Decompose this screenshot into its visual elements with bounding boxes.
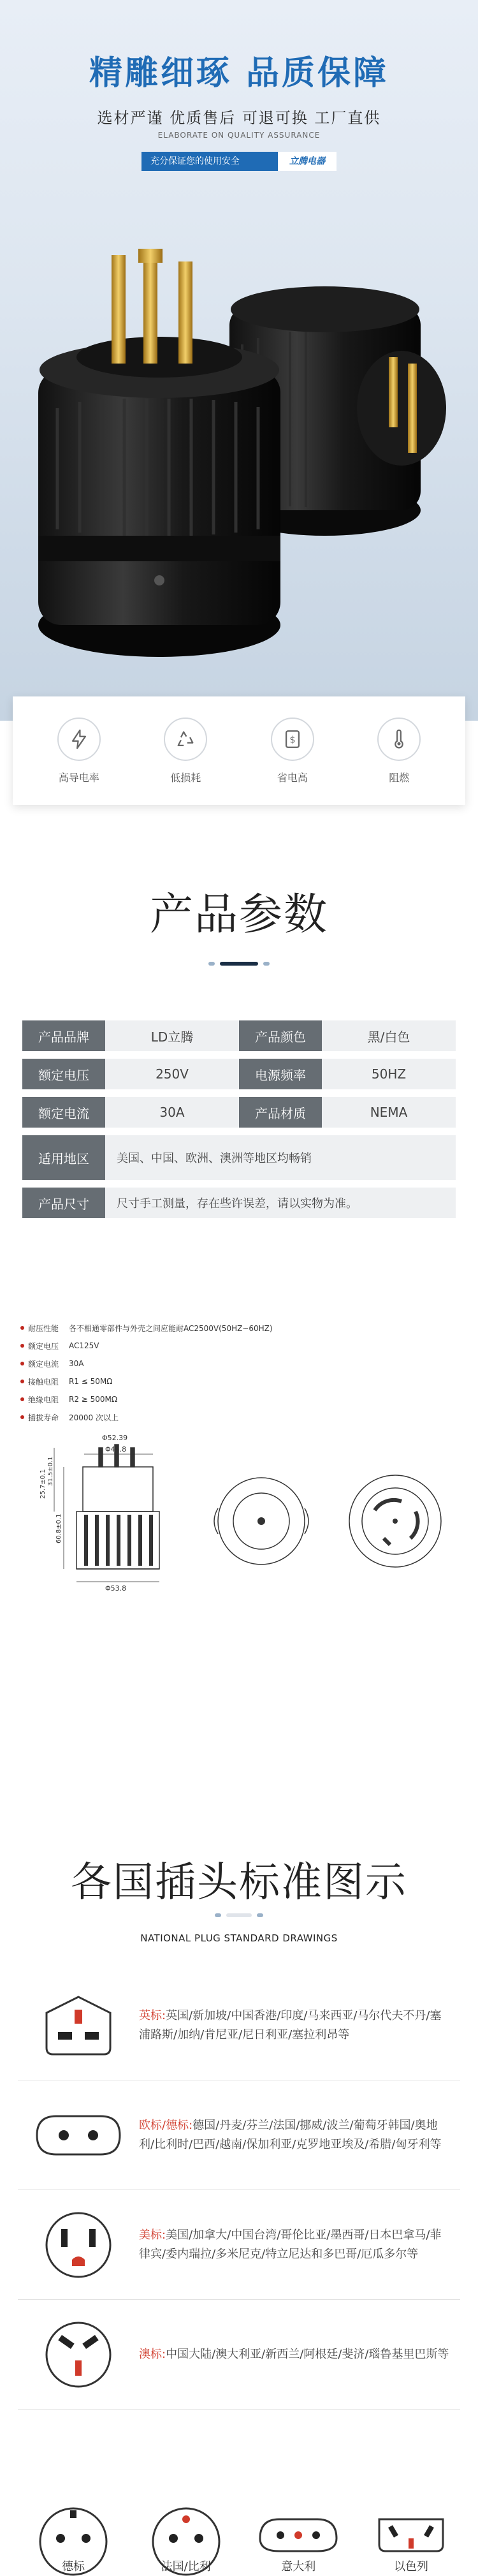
param-value: 250V (105, 1059, 239, 1089)
spec-list (20, 1319, 403, 1426)
spec-key: 插拔寿命 (28, 1413, 59, 1422)
param-value: NEMA (322, 1097, 456, 1128)
spec-value: 30A (69, 1359, 84, 1368)
param-value: 30A (105, 1097, 239, 1128)
param-key: 额定电压 (22, 1059, 105, 1089)
params-row (22, 1188, 456, 1218)
standard-countries: 德国/丹麦/芬兰/法国/挪威/波兰/葡萄牙韩国/奥地利/比利时/巴西/越南/保加利亚/克罗地亚埃及/希腊/匈牙利等 (139, 2118, 442, 2151)
param-value: 50HZ (322, 1059, 456, 1089)
spec-value: AC125V (69, 1341, 99, 1350)
hero-banner (0, 0, 478, 721)
standard-bottom-item (363, 2506, 459, 2574)
spec-row (20, 1408, 403, 1426)
thermometer-icon (377, 718, 421, 761)
uk-plug-icon (18, 1994, 139, 2057)
standard-item (18, 2190, 460, 2300)
spec-row (20, 1337, 403, 1355)
param-key: 产品颜色 (239, 1020, 322, 1051)
standards-bottom-row (25, 2506, 459, 2574)
dim-bottom: Φ53.8 (105, 1584, 127, 1593)
params-row (22, 1020, 456, 1051)
params-row (22, 1135, 456, 1180)
dim-top2: Φ44.8 (105, 1445, 127, 1454)
feature-label: 阻燃 (389, 771, 410, 784)
param-key: 产品材质 (239, 1097, 322, 1128)
standard-text (139, 2345, 451, 2364)
dim-left2: 31.5±0.1 (47, 1456, 54, 1486)
spec-value: 各不相通零部件与外壳之间应能耐AC2500V(50HZ~60HZ) (69, 1323, 273, 1333)
param-key: 产品品牌 (22, 1020, 105, 1051)
svg-text:$: $ (289, 735, 296, 746)
spec-value: R2 ≥ 500MΩ (69, 1395, 118, 1404)
feature-card (13, 696, 465, 805)
standard-bottom-label: 法国/比利 (161, 2560, 211, 2573)
spec-key: 绝缘电阻 (28, 1395, 59, 1404)
standard-tag: 美标: (139, 2228, 166, 2242)
standard-countries: 美国/加拿大/中国台湾/哥伦比亚/墨西哥/日本巴拿马/菲律宾/委内瑞拉/多米尼克/特立尼达和多巴哥/厄瓜多尔等 (139, 2228, 442, 2261)
standard-bottom-label: 德标 (62, 2560, 85, 2573)
param-value: LD立腾 (105, 1020, 239, 1051)
il-plug-icon (373, 2506, 449, 2551)
badge-text: 充分保证您的使用安全 (141, 152, 278, 171)
standards-divider (226, 1913, 252, 1917)
au-plug-icon (18, 2320, 139, 2390)
recycle-icon (164, 718, 207, 761)
standard-bottom-label: 意大利 (281, 2560, 316, 2573)
standard-bottom-item (25, 2506, 121, 2574)
us-plug-icon (18, 2210, 139, 2280)
feature-item (44, 718, 114, 784)
hero-subtitle: 选材严谨 优质售后 可退可换 工厂直供 (97, 109, 381, 127)
spec-key: 额定电压 (28, 1341, 59, 1351)
de-plug-icon (38, 2506, 108, 2551)
spec-key: 接触电阻 (28, 1377, 59, 1387)
feature-label: 省电高 (277, 771, 308, 784)
hero-title: 精雕细琢 品质保障 (89, 54, 389, 92)
feature-label: 低损耗 (170, 771, 201, 784)
param-key: 额定电流 (22, 1097, 105, 1128)
dim-left3: 60.8±0.1 (55, 1513, 62, 1543)
standard-countries: 中国大陆/澳大利亚/新西兰/阿根廷/斐济/瑙鲁基里巴斯等 (166, 2347, 449, 2361)
params-table (22, 1020, 456, 1226)
it-plug-icon (254, 2506, 343, 2551)
standard-text (139, 2006, 451, 2045)
money-icon (271, 718, 314, 761)
plug-product-image (25, 268, 459, 702)
standard-bottom-label: 以色列 (393, 2560, 428, 2573)
technical-drawing (25, 1434, 459, 1593)
params-row (22, 1097, 456, 1128)
feature-item (257, 718, 328, 784)
param-key: 适用地区 (22, 1135, 105, 1180)
spec-row (20, 1319, 403, 1337)
param-key: 产品尺寸 (22, 1188, 105, 1218)
feature-item (364, 718, 434, 784)
standard-countries: 英国/新加坡/中国香港/印度/马来西亚/马尔代夫不丹/塞浦路斯/加纳/肯尼亚/尼日利亚/塞拉利昂等 (139, 2008, 442, 2042)
spec-key: 额定电流 (28, 1359, 59, 1369)
spec-row (20, 1373, 403, 1390)
spec-value: 20000 次以上 (69, 1413, 119, 1422)
badge-brand: 立腾电器 (278, 152, 337, 171)
param-key: 电源频率 (239, 1059, 322, 1089)
eu-plug-icon (18, 2110, 139, 2161)
standards-list (18, 1971, 460, 2410)
hero-badge (141, 152, 337, 171)
standard-tag: 澳标: (139, 2347, 166, 2361)
dim-left1: 25.7±0.1 (40, 1469, 47, 1499)
param-value: 黑/白色 (322, 1020, 456, 1051)
fr-plug-icon (151, 2506, 221, 2551)
params-row (22, 1059, 456, 1089)
title-divider (220, 962, 258, 966)
spec-value: R1 ≤ 50MΩ (69, 1377, 113, 1386)
standard-text (139, 2226, 451, 2264)
param-value: 美国、中国、欧洲、澳洲等地区均畅销 (105, 1135, 456, 1180)
feature-item (150, 718, 221, 784)
hero-subtitle-en: ELABORATE ON QUALITY ASSURANCE (157, 131, 321, 140)
spec-row (20, 1390, 403, 1408)
spec-row (20, 1355, 403, 1373)
standard-item (18, 1971, 460, 2080)
standards-title-en: NATIONAL PLUG STANDARD DRAWINGS (140, 1932, 338, 1944)
standard-tag: 欧标/德标: (139, 2118, 193, 2132)
param-value: 尺寸手工测量，存在些许误差，请以实物为准。 (105, 1188, 456, 1218)
standard-tag: 英标: (139, 2008, 166, 2022)
standard-bottom-item (138, 2506, 234, 2574)
feature-label: 高导电率 (58, 771, 99, 784)
params-title: 产品参数 (149, 890, 328, 940)
standard-text (139, 2116, 451, 2154)
lightning-icon (57, 718, 101, 761)
standard-bottom-item (250, 2506, 346, 2574)
standards-title: 各国插头标准图示 (71, 1859, 407, 1906)
dim-top1: Φ52.39 (102, 1434, 128, 1442)
standard-item (18, 2300, 460, 2410)
spec-key: 耐压性能 (28, 1323, 59, 1333)
standard-item (18, 2080, 460, 2190)
